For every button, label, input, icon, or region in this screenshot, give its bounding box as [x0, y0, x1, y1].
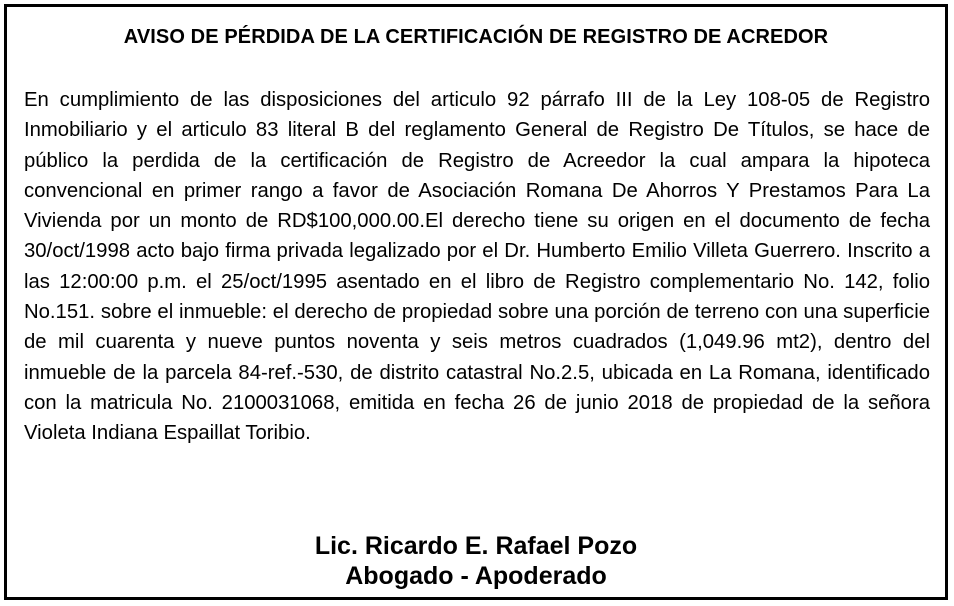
notice-title: AVISO DE PÉRDIDA DE LA CERTIFICACIÓN DE REGISTRO DE ACREDOR: [123, 26, 829, 48]
signature-name: Lic. Ricardo E. Rafael Pozo: [314, 532, 638, 560]
signature-role: Abogado - Apoderado: [345, 562, 607, 590]
notice-frame: [4, 4, 948, 600]
notice-paragraph: En cumplimiento de las disposiciones del articulo 92 párrafo III de la Ley 108-05 de Registro Inmobiliario y el articulo 83 literal B del reglamento General de Registro De Títulos, se hace de público la perdida de la certificación de Registro de Acreedor la cual ampara la hipoteca convencional en primer rango a favor de Asociación Romana De Ahorros Y Prestamos Para La Vivienda por un monto de RD$100,000.00.El derecho tiene su origen en el documento de fecha 30/oct/1998 acto bajo firma privada legalizado por el Dr. Humberto Emilio Villeta Guerrero. Inscrito a las 12:00:00 p.m. el 25/oct/1995 asentado en el libro de Registro complementario No. 142, folio No.151. sobre el inmueble: el derecho de propiedad sobre una porción de terreno con una superficie de mil cuarenta y nueve puntos noventa y seis metros cuadrados (1,049.96 mt2), dentro del inmueble de la parcela 84-ref.-530, de distrito catastral No.2.5, ubicada en La Romana, identificado con la matricula No. 2100031068, emitida en fecha 26 de junio 2018 de propiedad de la señora Violeta Indiana Espaillat Toribio.: [24, 89, 930, 445]
notice-body: [24, 85, 930, 449]
signature-block: [7, 531, 945, 591]
